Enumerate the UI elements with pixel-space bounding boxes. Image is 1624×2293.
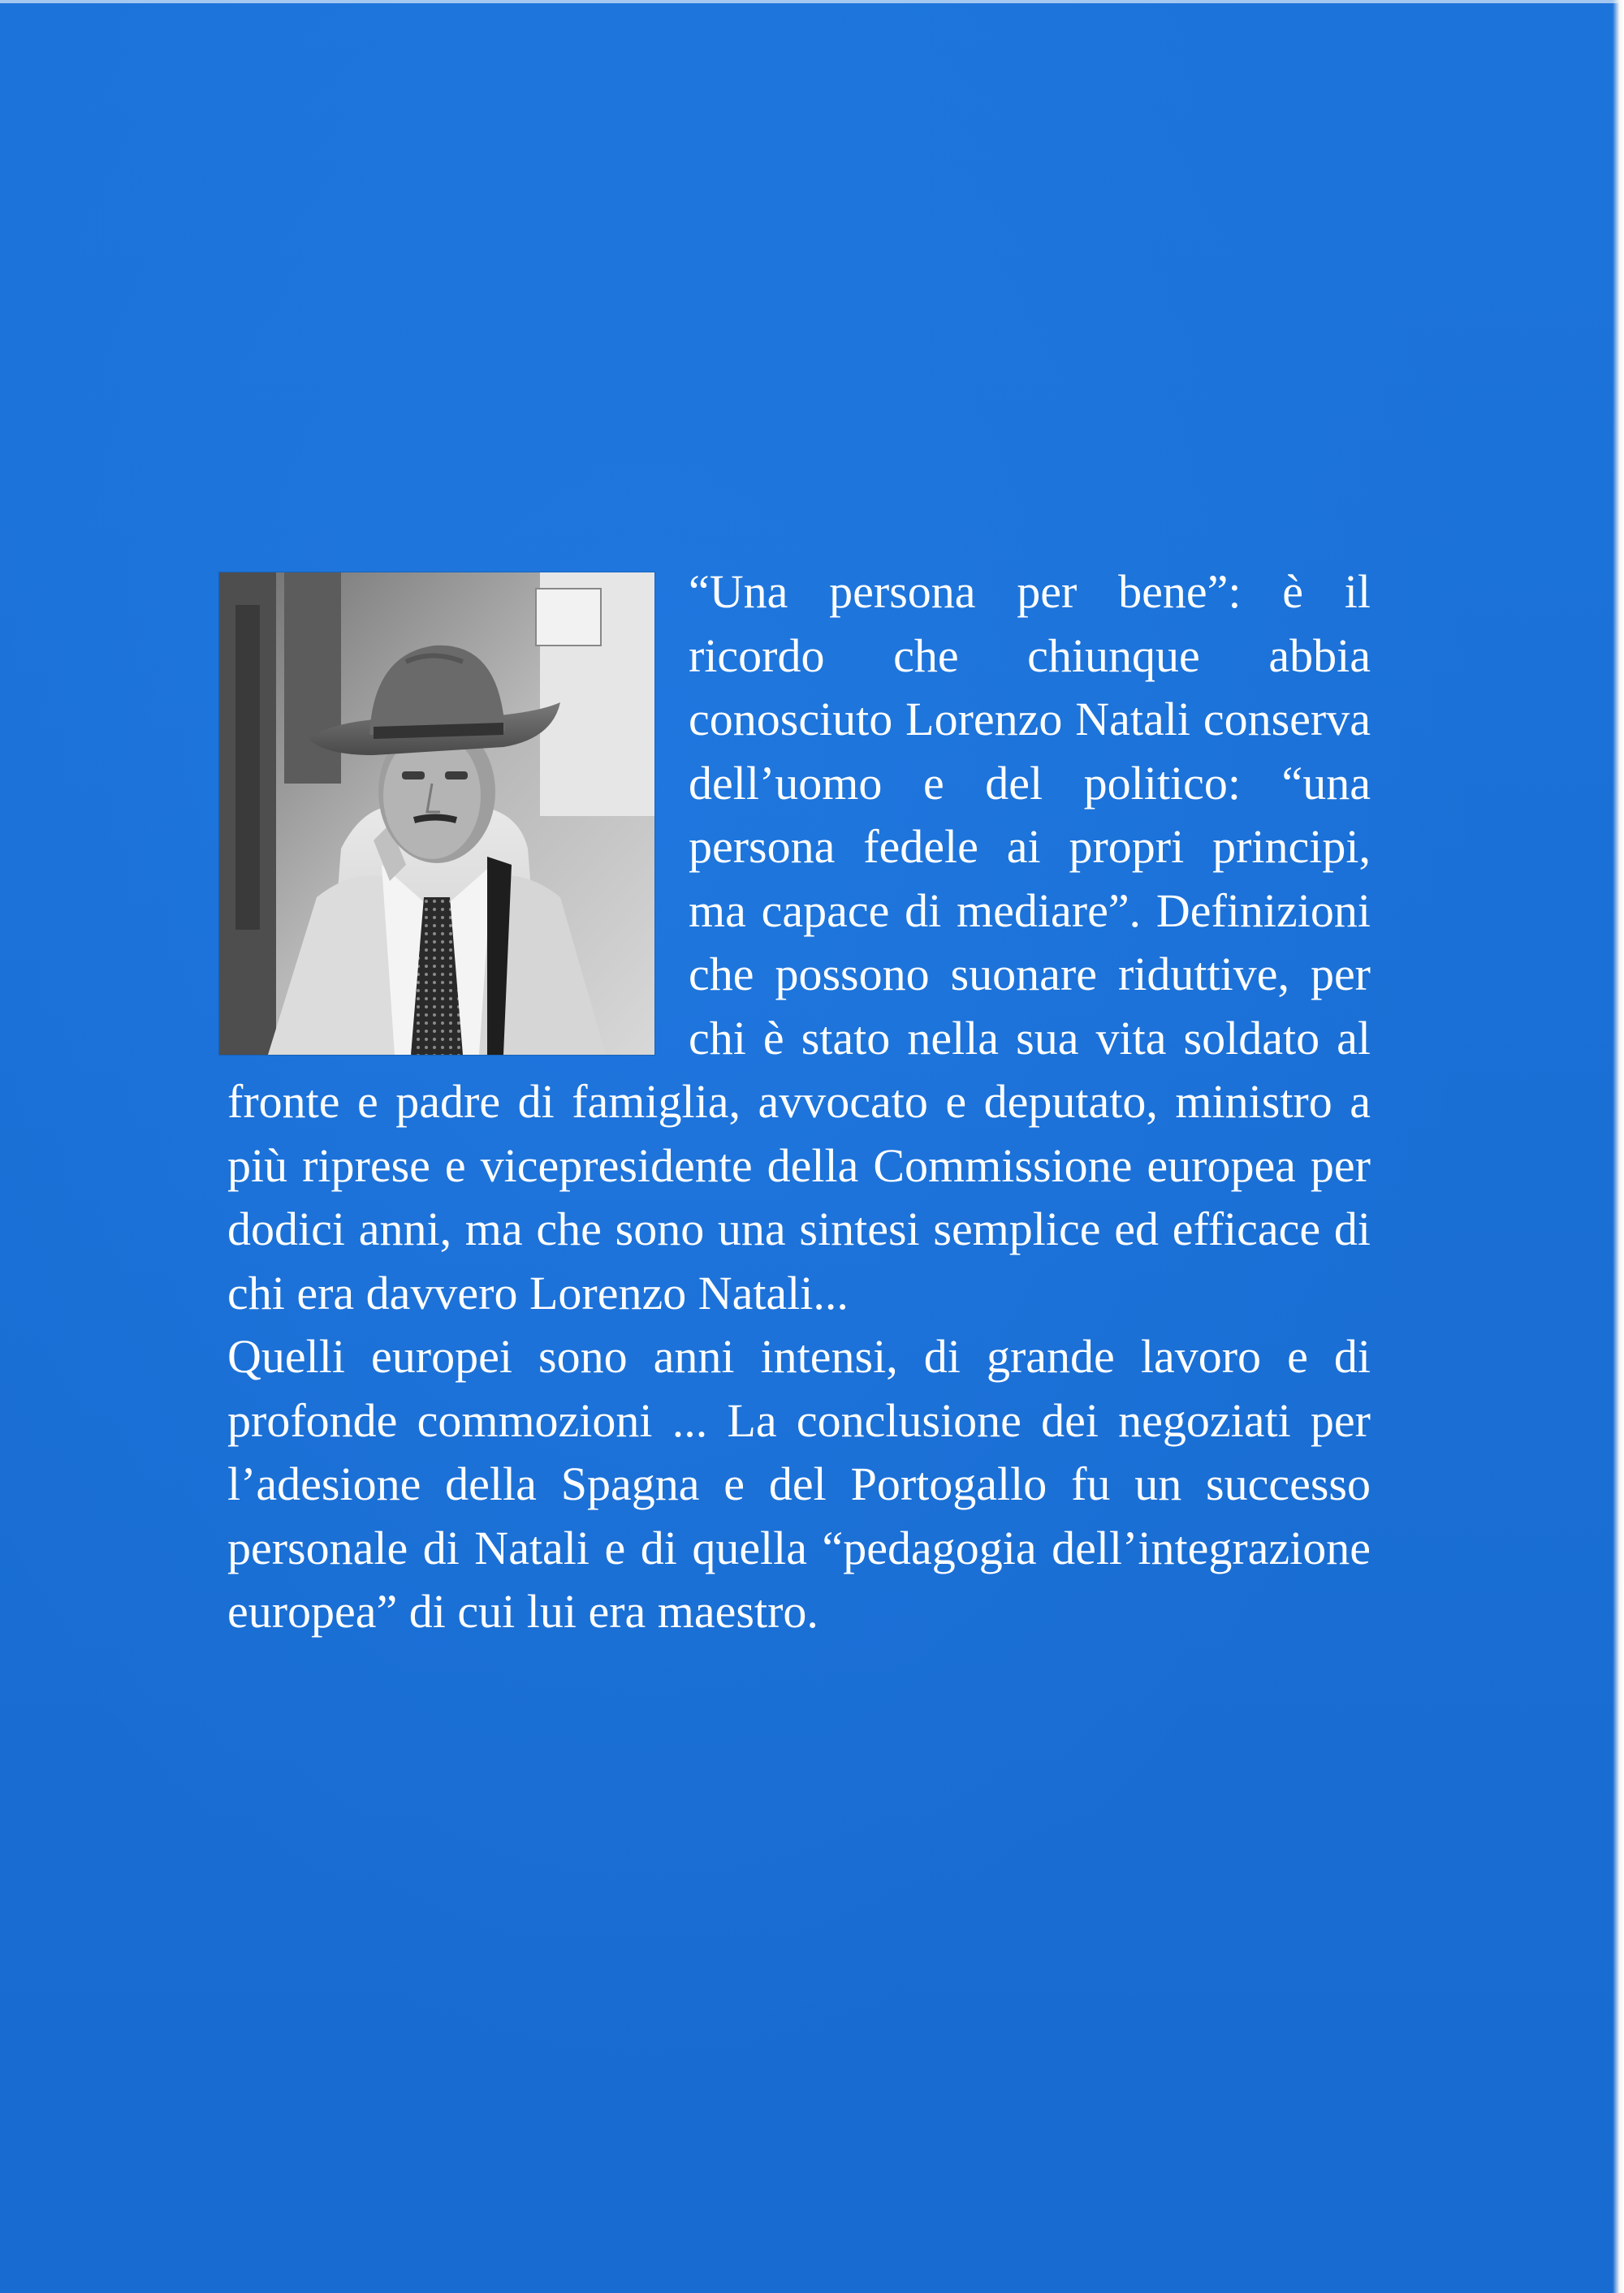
synopsis-paragraph-1: “Una persona per bene”: è il ricordo che chiunque abbia conosciuto Lorenzo Natali conserva dell’uomo e del politico: “una persona fedele ai propri principi, ma capace di mediare”. Definizioni che possono suonare riduttive, per chi è stato nella sua vita soldato al fronte e padre di famiglia, avvocato e deputato, ministro a più riprese e vicepresidente della Commissione europea per dodici anni, ma che sono una sintesi semplice ed efficace di chi era davvero Lorenzo Natali... <box>227 565 1371 1319</box>
page-edge-right <box>1613 0 1624 2293</box>
back-cover-text <box>227 560 1371 1644</box>
page-edge-top <box>0 0 1624 3</box>
photo-wrap-spacer <box>227 560 689 1070</box>
synopsis-paragraph-2: Quelli europei sono anni intensi, di grande lavoro e di profonde commozioni ... La conclusione dei negoziati per l’adesione della Spagna e del Portogallo fu un successo personale di Natali e di quella “pedagogia dell’integrazione europea” di cui lui era maestro. <box>227 1330 1371 1638</box>
